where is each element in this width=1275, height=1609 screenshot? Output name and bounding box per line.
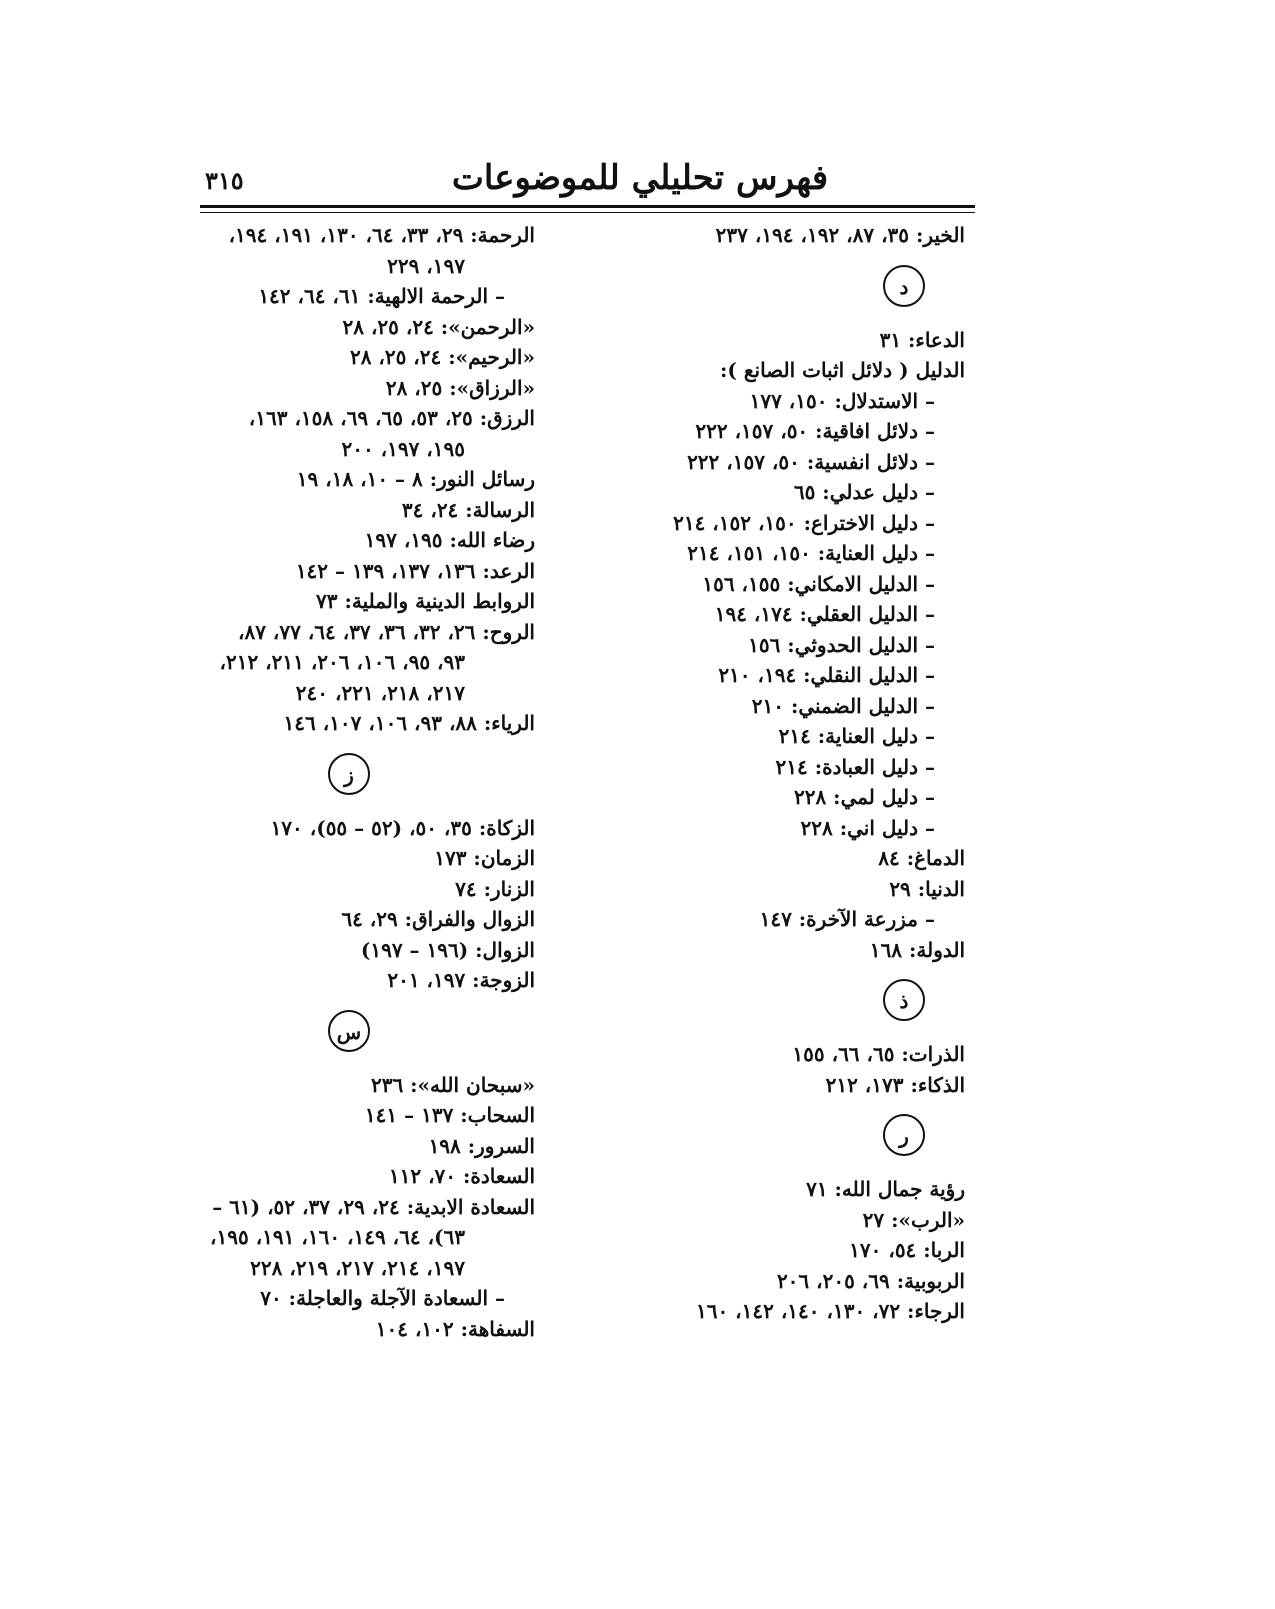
index-entry: الربوبية: ٦٩، ٢٠٥، ٢٠٦ xyxy=(776,1268,965,1293)
index-subentry: – دليل الاختراع: ١٥٠، ١٥٢، ٢١٤ xyxy=(673,510,935,535)
index-entry: السفاهة: ١٠٢، ١٠٤ xyxy=(375,1316,535,1341)
index-subentry: – الاستدلال: ١٥٠، ١٧٧ xyxy=(749,388,935,413)
index-entry: «الرحيم»: ٢٤، ٢٥، ٢٨ xyxy=(349,345,535,369)
index-entry: الذكاء: ١٧٣، ٢١٢ xyxy=(825,1072,965,1097)
section-letter-badge: د xyxy=(883,265,925,307)
index-entry: السحاب: ١٣٧ – ١٤١ xyxy=(364,1103,535,1127)
section-letter-badge: ز xyxy=(328,753,370,795)
index-entry: «الرزاق»: ٢٥، ٢٨ xyxy=(385,375,535,400)
index-entry: رسائل النور: ٨ – ١٠، ١٨، ١٩ xyxy=(296,467,535,491)
index-entry-continuation: ١٩٥، ١٩٧، ٢٠٠ xyxy=(341,436,465,461)
index-entry: السعادة: ٧٠، ١١٢ xyxy=(388,1164,535,1188)
index-entry: الدولة: ١٦٨ xyxy=(869,937,965,962)
index-subentry: – الرحمة الالهية: ٦١، ٦٤، ١٤٢ xyxy=(258,284,505,308)
index-entry: الروابط الدينية والملية: ٧٣ xyxy=(316,589,535,613)
index-entry: الزنار: ٧٤ xyxy=(455,876,535,901)
index-subentry: – الدليل الحدوثي: ١٥٦ xyxy=(748,632,935,657)
index-subentry: – دلائل افاقية: ٥٠، ١٥٧، ٢٢٢ xyxy=(695,419,935,443)
section-letter-badge: ذ xyxy=(883,979,925,1021)
index-subentry: – مزرعة الآخرة: ١٤٧ xyxy=(759,907,935,931)
section-letter-badge: ر xyxy=(883,1114,925,1156)
index-entry: الرسالة: ٢٤، ٣٤ xyxy=(401,497,535,522)
index-subentry: – دليل العناية: ٢١٤ xyxy=(778,724,935,748)
index-entry-continuation: ١٩٧، ٢٢٩ xyxy=(387,253,465,278)
page-number: ٣١٥ xyxy=(205,166,244,195)
index-entry: الدماغ: ٨٤ xyxy=(878,846,965,870)
index-subentry: – الدليل النقلي: ١٩٤، ٢١٠ xyxy=(718,663,935,687)
index-entry: رضاء الله: ١٩٥، ١٩٧ xyxy=(364,528,535,552)
index-subentry: – الدليل الضمني: ٢١٠ xyxy=(751,693,935,718)
index-entry-continuation: ٩٣، ٩٥، ١٠٦، ٢٠٦، ٢١١، ٢١٢، xyxy=(219,650,465,674)
index-entry: «الرب»: ٢٧ xyxy=(862,1207,965,1232)
index-entry: الرياء: ٨٨، ٩٣، ١٠٦، ١٠٧، ١٤٦ xyxy=(283,711,535,735)
index-entry: السعادة الابدية: ٢٤، ٢٩، ٣٧، ٥٢، (٦١ – xyxy=(212,1194,535,1219)
index-entry: «الرحمن»: ٢٤، ٢٥، ٢٨ xyxy=(342,314,535,339)
index-subentry: – الدليل الامكاني: ١٥٥، ١٥٦ xyxy=(702,571,935,596)
index-entry: الرجاء: ٧٢، ١٣٠، ١٤٠، ١٤٢، ١٦٠ xyxy=(695,1299,965,1323)
index-entry: الروح: ٢٦، ٣٢، ٣٦، ٣٧، ٦٤، ٧٧، ٨٧، xyxy=(238,619,535,644)
index-entry-continuation: ٢١٧، ٢١٨، ٢٢١، ٢٤٠ xyxy=(295,680,465,705)
index-entry: الرزق: ٢٥، ٥٣، ٦٥، ٦٩، ١٥٨، ١٦٣، xyxy=(248,406,535,430)
index-subentry: – السعادة الآجلة والعاجلة: ٧٠ xyxy=(260,1286,505,1310)
index-entry: الزمان: ١٧٣ xyxy=(434,846,535,870)
index-entry: الدعاء: ٣١ xyxy=(879,327,965,352)
index-column-left xyxy=(175,220,535,1344)
index-subentry: – دليل عدلي: ٦٥ xyxy=(793,480,935,504)
index-entry: «سبحان الله»: ٢٣٦ xyxy=(370,1072,535,1097)
index-entry: الزوجة: ١٩٧، ٢٠١ xyxy=(387,968,535,992)
index-column-right xyxy=(605,220,965,1327)
index-entry: الزوال والفراق: ٢٩، ٦٤ xyxy=(341,907,535,931)
index-entry-continuation: ١٩٧، ٢١٤، ٢١٧، ٢١٩، ٢٢٨ xyxy=(250,1255,465,1280)
header-rule-thick xyxy=(200,205,975,208)
index-subentry: – دليل العبادة: ٢١٤ xyxy=(775,754,935,779)
index-entry: الربا: ٥٤، ١٧٠ xyxy=(849,1238,965,1262)
index-entry: الزكاة: ٣٥، ٥٠، (٥٢ – ٥٥)، ١٧٠ xyxy=(270,815,535,840)
index-subentry: – الدليل العقلي: ١٧٤، ١٩٤ xyxy=(714,602,935,626)
index-subentry: – دليل لمي: ٢٢٨ xyxy=(793,785,935,809)
index-entry: رؤية جمال الله: ٧١ xyxy=(806,1177,965,1201)
header-rule-thin xyxy=(200,212,975,213)
index-subentry: – دلائل انفسية: ٥٠، ١٥٧، ٢٢٢ xyxy=(687,449,935,474)
index-entry: الخير: ٣٥، ٨٧، ١٩٢، ١٩٤، ٢٣٧ xyxy=(715,223,965,247)
index-subentry: – دليل اني: ٢٢٨ xyxy=(800,815,935,840)
page-title: فهرس تحليلي للموضوعات xyxy=(451,158,829,198)
index-entry-continuation: ٦٣)، ٦٤، ١٤٩، ١٦٠، ١٩١، ١٩٥، xyxy=(210,1225,465,1249)
index-entry: الزوال: (١٩٦ – ١٩٧) xyxy=(360,937,535,962)
index-entry: السرور: ١٩٨ xyxy=(428,1133,535,1158)
index-subentry: – دليل العناية: ١٥٠، ١٥١، ٢١٤ xyxy=(687,541,935,565)
index-entry: الدليل ( دلائل اثبات الصانع ): xyxy=(720,358,965,382)
index-entry: الذرات: ٦٥، ٦٦، ١٥٥ xyxy=(792,1042,965,1066)
section-letter-badge: س xyxy=(328,1010,370,1052)
index-entry: الرعد: ١٣٦، ١٣٧، ١٣٩ – ١٤٢ xyxy=(295,558,535,583)
index-entry: الدنيا: ٢٩ xyxy=(889,876,965,901)
index-entry: الرحمة: ٢٩، ٣٣، ٦٤، ١٣٠، ١٩١، ١٩٤، xyxy=(228,223,535,247)
